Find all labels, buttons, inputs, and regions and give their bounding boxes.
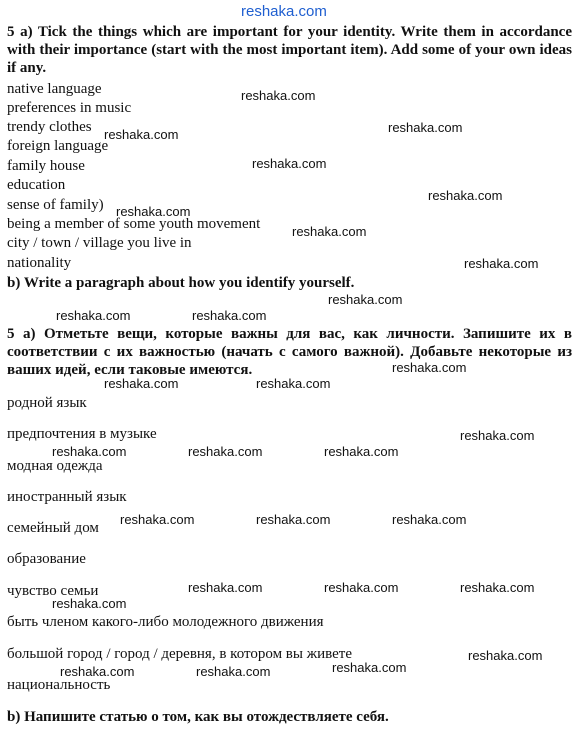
task-b-ru: b) Напишите статью о том, как вы отождествляете себя. [7, 709, 389, 725]
site-watermark: reshaka.com [52, 596, 127, 611]
site-watermark: reshaka.com [52, 444, 127, 459]
site-watermark: reshaka.com [460, 580, 535, 595]
list-item: семейный дом [7, 520, 99, 536]
list-item: иностранный язык [7, 489, 127, 505]
list-item: being a member of some youth movement [7, 216, 261, 232]
site-watermark: reshaka.com [332, 660, 407, 675]
list-item: большой город / город / деревня, в котором вы живете [7, 646, 352, 662]
site-watermark: reshaka.com [104, 127, 179, 142]
site-watermark: reshaka.com [256, 376, 331, 391]
list-item: education [7, 177, 66, 193]
list-item: city / town / village you live in [7, 235, 192, 251]
site-watermark: reshaka.com [104, 376, 179, 391]
list-item: sense of family) [7, 197, 104, 213]
list-item: nationality [7, 255, 72, 271]
list-item: национальность [7, 677, 111, 693]
site-watermark: reshaka.com [241, 88, 316, 103]
site-watermark: reshaka.com [188, 580, 263, 595]
site-watermark: reshaka.com [116, 204, 191, 219]
site-watermark: reshaka.com [192, 308, 267, 323]
list-item: trendy clothes [7, 119, 92, 135]
site-watermark: reshaka.com [392, 512, 467, 527]
site-watermark: reshaka.com [328, 292, 403, 307]
site-watermark: reshaka.com [188, 444, 263, 459]
site-watermark: reshaka.com [252, 156, 327, 171]
site-watermark-top: reshaka.com [241, 3, 327, 20]
task-b-en: b) Write a paragraph about how you identify yourself. [7, 275, 355, 291]
site-watermark: reshaka.com [392, 360, 467, 375]
list-item: preferences in music [7, 100, 132, 116]
list-item: родной язык [7, 395, 87, 411]
site-watermark: reshaka.com [120, 512, 195, 527]
site-watermark: reshaka.com [256, 512, 331, 527]
list-item: чувство семьи [7, 583, 99, 599]
list-item: образование [7, 551, 86, 567]
site-watermark: reshaka.com [464, 256, 539, 271]
list-item: предпочтения в музыке [7, 426, 157, 442]
site-watermark: reshaka.com [468, 648, 543, 663]
list-item: быть членом какого-либо молодежного движения [7, 614, 324, 630]
site-watermark: reshaka.com [196, 664, 271, 679]
list-item: native language [7, 81, 102, 97]
exercise-heading-en: 5 a) Tick the things which are important for your identity. Write them in accordance with their importance (start with the most important item). Add some of your own ideas if any. [7, 24, 572, 76]
exercise-heading-ru: 5 а) Отметьте вещи, которые важны для вас, как личности. Запишите их в соответствии с их важностью (начать с самого важной). Добавьте некоторые из ваших идей, если таковые имеются. [7, 326, 572, 378]
list-item: модная одежда [7, 458, 103, 474]
site-watermark: reshaka.com [324, 580, 399, 595]
site-watermark: reshaka.com [460, 428, 535, 443]
site-watermark: reshaka.com [56, 308, 131, 323]
site-watermark: reshaka.com [292, 224, 367, 239]
list-item: family house [7, 158, 85, 174]
site-watermark: reshaka.com [428, 188, 503, 203]
site-watermark: reshaka.com [60, 664, 135, 679]
site-watermark: reshaka.com [324, 444, 399, 459]
site-watermark: reshaka.com [388, 120, 463, 135]
list-item: foreign language [7, 138, 109, 154]
